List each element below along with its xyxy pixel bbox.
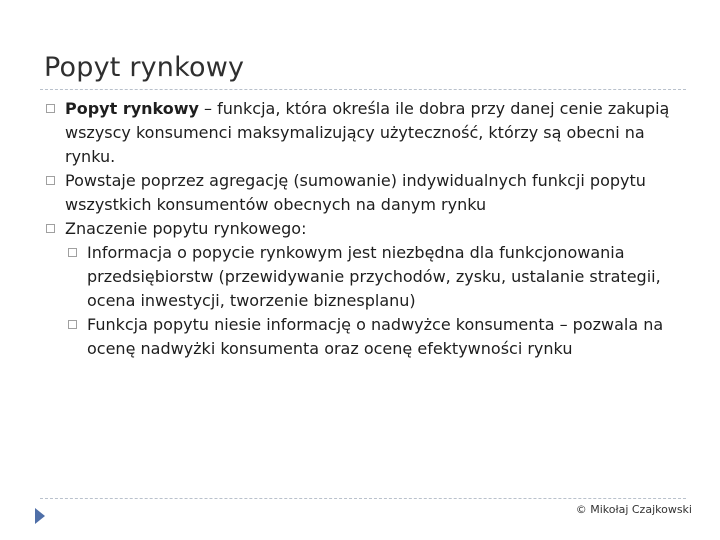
square-bullet-icon	[68, 248, 77, 257]
bullet-item-1	[44, 97, 676, 169]
bullet-item-2-text: Powstaje poprzez agregację (sumowanie) indywidualnych funkcji popytu wszystkich konsumentów obecnych na danym rynku	[65, 171, 646, 214]
square-bullet-icon	[46, 224, 55, 233]
title-divider	[40, 89, 686, 90]
sub-bullet-item-1	[44, 241, 676, 313]
slide-content	[44, 97, 676, 361]
bullet-item-1-text: – funkcja, która określa ile dobra przy danej cenie zakupią wszyscy konsumenci maksymalizujący użyteczność, którzy są obecni na rynku.	[65, 99, 670, 166]
bullet-item-1-term: Popyt rynkowy	[65, 99, 199, 118]
bullet-item-3	[44, 217, 676, 241]
next-arrow-icon[interactable]	[35, 508, 45, 524]
square-bullet-icon	[46, 104, 55, 113]
bullet-item-2	[44, 169, 676, 217]
sub-bullet-item-2	[44, 313, 676, 361]
square-bullet-icon	[46, 176, 55, 185]
sub-bullet-item-2-text: Funkcja popytu niesie informację o nadwyżce konsumenta – pozwala na ocenę nadwyżki konsumenta oraz ocenę efektywności rynku	[87, 315, 664, 358]
footer-divider	[40, 498, 686, 499]
bullet-item-3-text: Znaczenie popytu rynkowego:	[65, 219, 307, 238]
sub-bullet-item-1-text: Informacja o popycie rynkowym jest niezbędna dla funkcjonowania przedsiębiorstw (przewidywanie przychodów, zysku, ustalanie strategii, ocena inwestycji, tworzenie biznesplanu)	[87, 243, 661, 310]
footer-credit: © Mikołaj Czajkowski	[575, 503, 692, 516]
slide-title: Popyt rynkowy	[44, 52, 245, 83]
square-bullet-icon	[68, 320, 77, 329]
